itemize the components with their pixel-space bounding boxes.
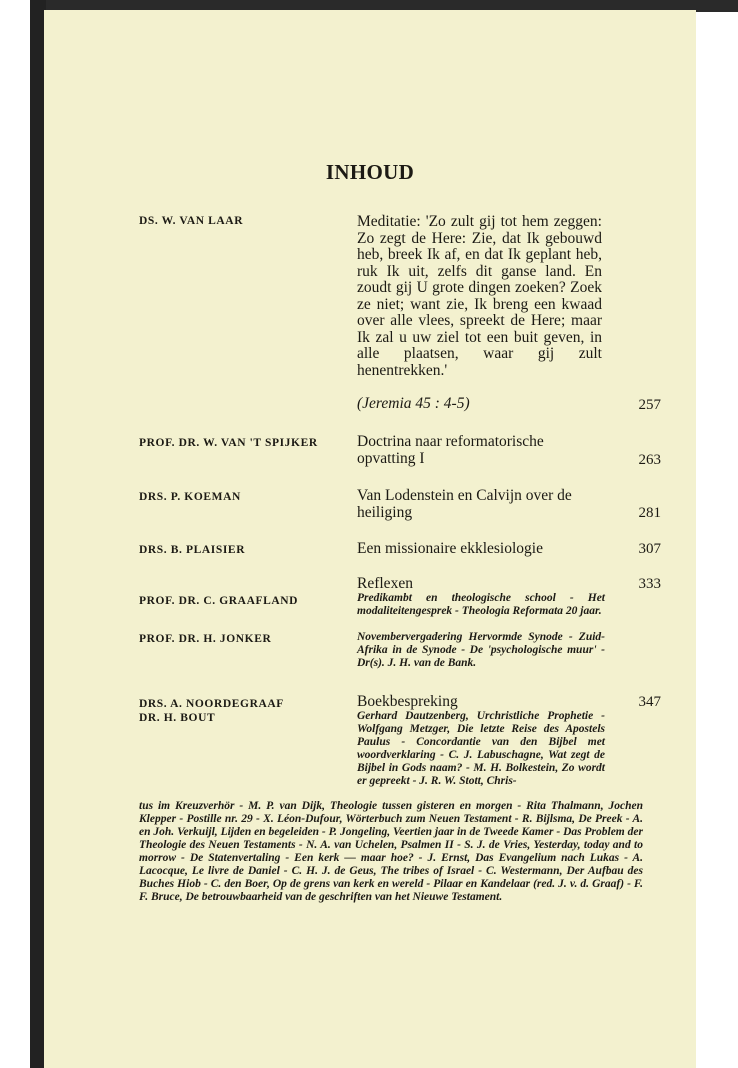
entry-page-number: 257 (638, 397, 661, 413)
boekbespreking-title: Boekbespreking (357, 693, 458, 710)
entry-title: Van Lodenstein en Calvijn over de heiliging (357, 487, 572, 521)
entry-author: DS. W. VAN LAAR (139, 215, 244, 227)
reflexen-item-text: Novembervergadering Hervormde Synode - Zuid-Afrika in de Synode - De 'psychologische muur' - Dr(s). J. H. van de Bank. (357, 631, 605, 669)
boekbespreking-text-column: Gerhard Dautzenberg, Urchristliche Prophetie - Wolfgang Metzger, Die letzte Reise des Apostels Paulus - Concordantie van den Bijbel met woordverklaring - C. J. Labuschagne, Wat zegt de Bijbel in Gods naam? - M. H. Bolkestein, Zo wordt er gepreekt - J. R. W. Stott, Chris- (357, 710, 605, 787)
entry-author: DRS. P. KOEMAN (139, 491, 241, 503)
entry-title: Doctrina naar reformatorische opvatting I (357, 433, 544, 467)
entry-author: PROF. DR. W. VAN 'T SPIJKER (139, 437, 318, 449)
boekbespreking-page-number: 347 (638, 694, 661, 710)
boekbespreking-author: DRS. A. NOORDEGRAAF (139, 698, 284, 710)
reflexen-title: Reflexen (357, 575, 413, 592)
reflexen-item-text: Predikambt en theologische school - Het modaliteitengesprek - Theologia Reformata 20 jaar. (357, 592, 605, 617)
contents-page (44, 10, 696, 1068)
page-title: INHOUD (325, 160, 415, 184)
boekbespreking-author: DR. H. BOUT (139, 712, 216, 724)
reflexen-author: PROF. DR. C. GRAAFLAND (139, 595, 299, 607)
entry-title: Meditatie: 'Zo zult gij tot hem zeggen: Zo zegt de Here: Zie, dat Ik gebouwd heb, breek Ik af, en dat Ik geplant heb, ruk Ik uit, zelfs dit ganse land. En zoudt gij U grote dingen zoeken? Zoek ze niet; want zie, Ik breng een kwaad over alle vlees, spreekt de Here; maar Ik zal u uw ziel tot een buit geven, in alle plaatsen, waar gij zult henentrekken.' (357, 213, 602, 379)
boekbespreking-text-full: tus im Kreuzverhör - M. P. van Dijk, Theologie tussen gisteren en morgen - Rita Thalmann, Jochen Klepper - Postille nr. 29 - X. Léon-Dufour, Wörterbuch zum Neuen Testament - R. Bijlsma, De Preek - A. en Joh. Verkuijl, Lijden en begeleiden - P. Jongeling, Veertien jaar in de Tweede Kamer - Das Problem der Theologie des Neuen Testaments - N. A. van Uchelen, Psalmen II - S. J. de Vries, Yesterday, today and to morrow - De Statenvertaling - Een kerk — maar hoe? - J. Ernst, Das Evangelium nach Lukas - A. Lacocque, Le livre de Daniel - C. H. J. de Geus, The tribes of Israel - C. Westermann, Der Aufbau des Buches Hiob - C. den Boer, Op de grens van kerk en wereld - Pilaar en Kandelaar (red. J. v. d. Graaf) - F. F. Bruce, De betrouwbaarheid van de geschriften van het Nieuwe Testament. (139, 800, 643, 903)
entry-page-number: 281 (638, 505, 661, 521)
entry-page-number: 263 (638, 452, 661, 468)
reflexen-author: PROF. DR. H. JONKER (139, 633, 272, 645)
entry-title: Een missionaire ekklesiologie (357, 540, 543, 557)
entry-reference: (Jeremia 45 : 4-5) (357, 395, 470, 412)
reflexen-page-number: 333 (638, 576, 661, 592)
entry-author: DRS. B. PLAISIER (139, 544, 246, 556)
entry-page-number: 307 (638, 541, 661, 557)
